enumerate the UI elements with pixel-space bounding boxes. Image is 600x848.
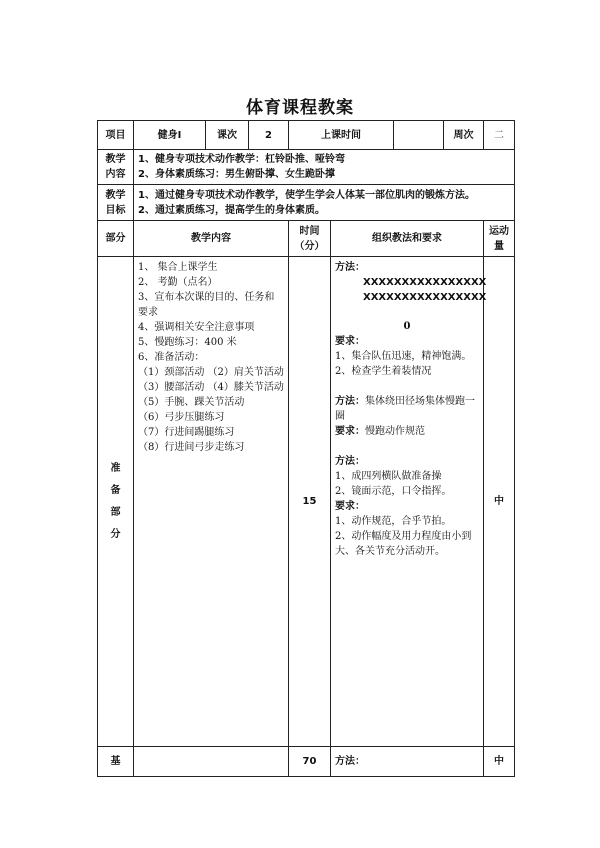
prep-line: （1）颈部活动 （2）肩关节活动 — [138, 367, 284, 378]
header-row — [98, 121, 515, 150]
requirement-label: 要求： — [335, 336, 365, 347]
basic-time: 70 — [289, 747, 331, 777]
prep-line: （3）腰部活动 （4）膝关节活动 — [138, 382, 284, 393]
requirement-line: 2、检查学生着装情况 — [335, 366, 432, 377]
item-value: 健身Ⅰ — [134, 121, 206, 150]
prep-line: 4、强调相关安全注意事项 — [138, 322, 255, 333]
column-header-row — [98, 221, 515, 257]
formation-row: XXXXXXXXXXXXXXXX — [363, 277, 487, 288]
basic-row — [98, 747, 515, 777]
item-label: 项目 — [98, 121, 134, 150]
prep-line: （6）弓步压腿练习 — [138, 412, 225, 423]
goals-row — [98, 185, 515, 221]
requirement3-label: 要求： — [335, 501, 365, 512]
requirement-line: 1、集合队伍迅速，精神饱满。 — [335, 351, 472, 362]
lesson-no-value: 2 — [249, 121, 289, 150]
content-text — [134, 150, 515, 185]
prep-time: 15 — [289, 257, 331, 747]
basic-load: 中 — [484, 747, 515, 777]
formation-row: XXXXXXXXXXXXXXXX — [363, 292, 487, 303]
prep-line: （8）行进间弓步走练习 — [138, 442, 245, 453]
goals-text — [134, 185, 515, 221]
lesson-no-label: 课次 — [206, 121, 249, 150]
class-time-label: 上课时间 — [289, 121, 394, 150]
content-row — [98, 150, 515, 185]
content-line: 1、健身专项技术动作教学：杠铃卧推、哑铃弯 — [138, 154, 345, 165]
teacher-mark: 0 — [403, 321, 411, 332]
week-value: 二 — [484, 121, 515, 150]
method2: 方法：集体绕田径场集体慢跑一圈 — [335, 396, 475, 422]
prep-line: 3、宣布本次课的目的、任务和要求 — [138, 292, 275, 318]
prep-load: 中 — [484, 257, 515, 747]
prep-method — [331, 257, 487, 747]
goal-line: 1、通过健身专项技术动作教学，使学生学会人体某一部位肌肉的锻炼方法。 — [138, 189, 475, 201]
method-label: 方法： — [335, 262, 365, 273]
prep-content — [134, 257, 289, 747]
prep-line: 6、准备活动： — [138, 352, 205, 363]
prep-line: 1、 集合上课学生 — [138, 262, 218, 273]
basic-part-label: 基 — [98, 747, 134, 777]
col-content: 教学内容 — [134, 221, 289, 257]
goal-line: 2、通过素质练习，提高学生的身体素质。 — [138, 204, 325, 216]
page-title: 体育课程教案 — [246, 98, 354, 118]
method3-label: 方法： — [335, 456, 365, 467]
lesson-plan-table — [97, 120, 515, 777]
basic-content — [134, 747, 289, 777]
col-method: 组织教法和要求 — [331, 221, 484, 257]
requirement3-line: 1、动作规范，合乎节拍。 — [335, 516, 452, 527]
requirement3-line: 2、动作幅度及用力程度由小到大、各关节充分活动开。 — [335, 531, 472, 557]
prep-line: 5、慢跑练习：400 米 — [138, 337, 237, 348]
basic-method: 方法： — [331, 747, 484, 777]
method3-line: 2、镜面示范，口令指挥。 — [335, 486, 452, 497]
prep-part-label: 准 备 部 分 — [98, 257, 134, 747]
prep-line: 2、 考勤（点名） — [138, 277, 218, 288]
goals-label: 教学 目标 — [98, 185, 134, 221]
content-line: 2、身体素质练习：男生俯卧撑、女生跪卧撑 — [138, 169, 335, 180]
prep-line: （7）行进间踢腿练习 — [138, 427, 235, 438]
content-label: 教学 内容 — [98, 150, 134, 185]
col-load: 运动 量 — [484, 221, 515, 257]
week-label: 周次 — [444, 121, 484, 150]
prep-line: （5）手腕、踝关节活动 — [138, 397, 245, 408]
method3-line: 1、成四列横队做准备操 — [335, 471, 442, 482]
col-time: 时间 （分） — [289, 221, 331, 257]
col-part: 部分 — [98, 221, 134, 257]
class-time-value — [394, 121, 444, 150]
requirement2: 要求：慢跑动作规范 — [335, 426, 425, 437]
prep-row — [98, 257, 515, 747]
